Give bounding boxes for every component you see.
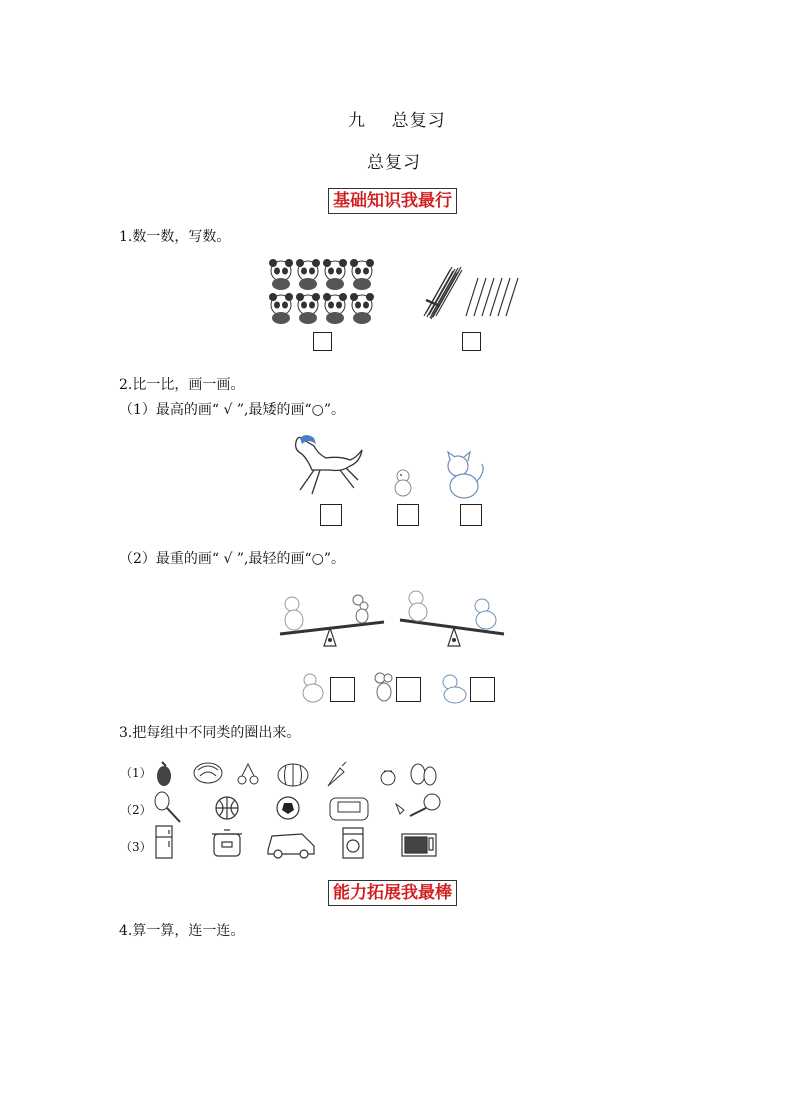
basketball-icon bbox=[216, 797, 238, 819]
row-2-sports bbox=[150, 790, 450, 826]
chapter-number: 九 bbox=[348, 111, 366, 131]
soccer-ball-icon bbox=[277, 797, 299, 819]
answer-box-rooster[interactable] bbox=[330, 677, 355, 702]
cat-picture bbox=[442, 452, 488, 500]
banner-extension: 能力拓展我最棒 bbox=[328, 880, 457, 906]
question-2-prompt: 2.比一比，画一画。 bbox=[119, 377, 245, 393]
chapter-title bbox=[348, 106, 446, 131]
question-2-part-2: （2）最重的画“ √ ”,最轻的画“○”。 bbox=[119, 551, 346, 567]
answer-box-cat-2[interactable] bbox=[470, 677, 495, 702]
row-1-label: （1） bbox=[120, 766, 152, 780]
chapter-name: 总复习 bbox=[391, 111, 446, 131]
answer-box-horse[interactable] bbox=[320, 504, 342, 526]
badminton-icon bbox=[396, 794, 440, 816]
banner-basic: 基础知识我最行 bbox=[328, 188, 457, 214]
peppers-icon bbox=[411, 764, 436, 785]
rooster-small-picture bbox=[298, 672, 328, 704]
seesaw-right-picture bbox=[398, 590, 508, 652]
mouse-small-picture bbox=[372, 672, 396, 704]
chick-picture bbox=[392, 468, 414, 498]
section-title: 总复习 bbox=[367, 153, 421, 173]
rice-cooker-icon bbox=[330, 798, 368, 820]
row-2-label: （2） bbox=[120, 803, 152, 817]
cat-small-picture bbox=[438, 672, 470, 704]
seesaw-left-picture bbox=[278, 590, 388, 652]
sticks-picture bbox=[420, 266, 520, 322]
answer-box-mouse[interactable] bbox=[396, 677, 421, 702]
answer-box-chick[interactable] bbox=[397, 504, 419, 526]
question-4-prompt: 4.算一算，连一连。 bbox=[119, 923, 245, 939]
car-icon bbox=[268, 834, 314, 858]
carrot-icon bbox=[328, 762, 346, 786]
tomato-icon bbox=[381, 771, 395, 785]
tennis-racket-icon bbox=[155, 792, 180, 822]
cherries-icon bbox=[238, 764, 258, 784]
answer-box-sticks[interactable] bbox=[462, 332, 481, 351]
row-3-label: （3） bbox=[120, 840, 152, 854]
row-3-appliances bbox=[150, 824, 450, 860]
horse-picture bbox=[290, 432, 366, 500]
answer-box-pandas[interactable] bbox=[313, 332, 332, 351]
cooking-pot-icon bbox=[212, 830, 242, 856]
eggplant-icon bbox=[157, 762, 171, 786]
washing-machine-icon bbox=[343, 828, 363, 858]
microwave-icon bbox=[402, 834, 436, 856]
pandas-picture bbox=[268, 258, 378, 326]
row-1-vegetables bbox=[150, 756, 450, 790]
question-2-part-1: （1）最高的画“ √ ”,最矮的画“○”。 bbox=[119, 402, 346, 418]
refrigerator-icon bbox=[156, 826, 172, 858]
question-1-prompt: 1.数一数，写数。 bbox=[119, 229, 231, 245]
question-3-prompt: 3.把每组中不同类的圈出来。 bbox=[119, 725, 301, 741]
pumpkin-icon bbox=[278, 764, 308, 786]
answer-box-cat[interactable] bbox=[460, 504, 482, 526]
cabbage-icon bbox=[194, 763, 222, 783]
